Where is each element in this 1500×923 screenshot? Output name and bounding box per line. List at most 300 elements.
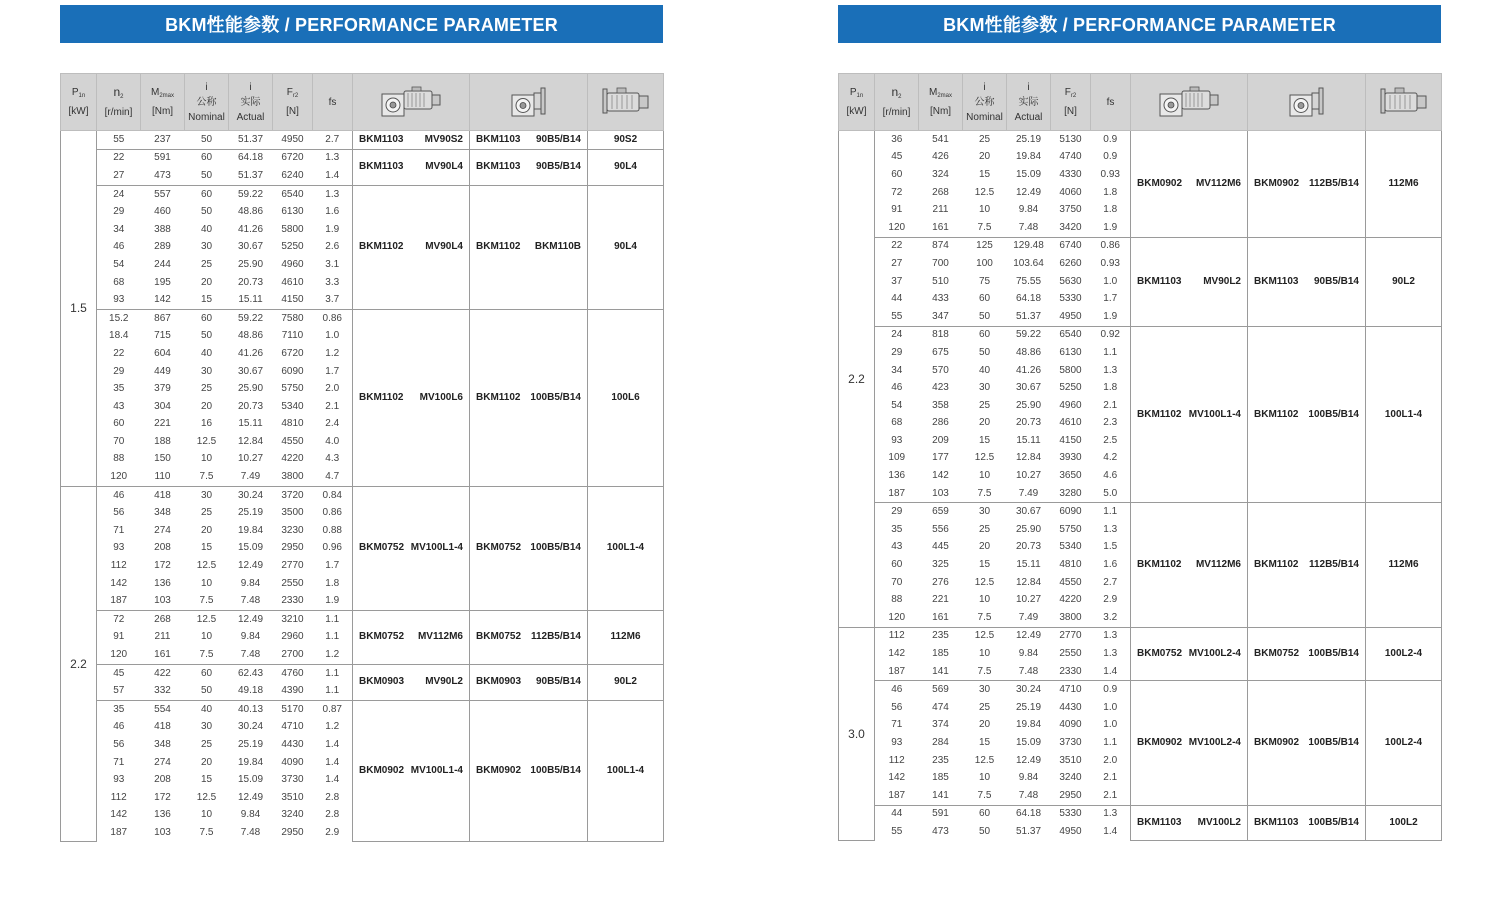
- speed-cell: 120: [888, 221, 906, 233]
- radial-force-cell: 3280: [1059, 487, 1082, 499]
- service-factor-cell: 0.86: [313, 309, 353, 327]
- speed-cell: 187: [110, 826, 128, 838]
- radial-force-cell: 3750: [1059, 204, 1082, 216]
- ratio-nominal-cell: 15: [978, 168, 991, 180]
- gearmotor-model-cell: [353, 185, 470, 309]
- service-factor-cell: 1.1: [313, 611, 353, 629]
- flange-code: 100B5/B14: [1308, 736, 1359, 748]
- radial-force-cell: 4390: [281, 685, 304, 697]
- speed-cell: 15.2: [97, 309, 141, 327]
- gearbox-code: BKM0902: [1254, 177, 1300, 189]
- service-factor-cell: 1.7: [313, 557, 353, 575]
- ratio-actual-cell: 20.73: [1015, 417, 1042, 429]
- speed-cell: 27: [891, 257, 903, 269]
- service-factor-cell: 2.8: [313, 789, 353, 807]
- gearbox-code: BKM0752: [359, 631, 405, 643]
- gearbox-code: BKM0752: [1137, 648, 1183, 660]
- ratio-actual-cell: 30.24: [1007, 681, 1051, 699]
- service-factor-cell: 1.4: [1091, 823, 1131, 841]
- gearmotor-code: MV100L1-4: [410, 765, 463, 777]
- ratio-nominal-cell: 20: [200, 756, 213, 768]
- radial-force-cell: 4060: [1059, 186, 1082, 198]
- speed-cell: 29: [113, 365, 125, 377]
- radial-force-cell: 2950: [281, 826, 304, 838]
- ratio-nominal-cell: 60: [963, 326, 1007, 344]
- torque-cell: 103: [154, 826, 171, 838]
- gearbox-code: BKM0752: [476, 542, 522, 554]
- gearmotor-code: MV100L2-4: [1188, 736, 1241, 748]
- service-factor-cell: 1.3: [313, 149, 353, 167]
- ratio-actual-cell: 59.22: [229, 185, 273, 203]
- service-factor-cell: 0.9: [1091, 131, 1131, 149]
- speed-cell: 56: [113, 507, 125, 519]
- gearbox-code: BKM0902: [1254, 736, 1300, 748]
- gearbox-code: BKM0752: [476, 631, 522, 643]
- speed-cell: 136: [888, 470, 906, 482]
- ratio-actual-cell: 51.37: [1015, 310, 1042, 322]
- ratio-nominal-cell: 7.5: [977, 487, 992, 499]
- radial-force-cell: 4090: [1059, 719, 1082, 731]
- gearbox-code: BKM0902: [476, 765, 522, 777]
- page-title-left: BKM性能参数 / PERFORMANCE PARAMETER: [165, 15, 558, 35]
- ratio-nominal-cell: 100: [976, 257, 993, 269]
- radial-force-cell: 4550: [281, 435, 304, 447]
- radial-force-cell: 2950: [1059, 789, 1082, 801]
- torque-cell: 110: [154, 471, 171, 483]
- ratio-nominal-cell: 10: [200, 453, 213, 465]
- speed-cell: 71: [113, 524, 125, 536]
- radial-force-cell: 6740: [1051, 237, 1091, 255]
- radial-force-cell: 4150: [1059, 434, 1082, 446]
- ratio-actual-cell: 7.48: [240, 595, 261, 607]
- motor-model-cell: 112M6: [1366, 503, 1442, 627]
- radial-force-cell: 2550: [281, 577, 304, 589]
- col-icon-header-2: [470, 74, 588, 131]
- torque-cell: 541: [919, 131, 963, 149]
- speed-cell: 34: [891, 364, 903, 376]
- ratio-actual-cell: 20.73: [1015, 541, 1042, 553]
- radial-force-cell: 2770: [1051, 627, 1091, 645]
- motor-model-cell: 90S2: [588, 131, 664, 150]
- service-factor-cell: 2.7: [313, 131, 353, 150]
- motor-model-cell: 90L2: [588, 664, 664, 700]
- gearbox-code: BKM1103: [1137, 275, 1182, 287]
- speed-cell: 22: [113, 347, 125, 359]
- ratio-actual-cell: 48.86: [237, 330, 264, 342]
- radial-force-cell: 2700: [281, 649, 304, 661]
- ratio-actual-cell: 12.49: [237, 560, 264, 572]
- ratio-nominal-cell: 50: [978, 825, 991, 837]
- ratio-nominal-cell: 12.5: [196, 560, 217, 572]
- service-factor-cell: 1.3: [1091, 627, 1131, 645]
- speed-cell: 46: [113, 721, 125, 733]
- radial-force-cell: 4150: [281, 294, 304, 306]
- table-row: [61, 611, 664, 629]
- ratio-actual-cell: 129.48: [1007, 237, 1051, 255]
- speed-cell: 112: [110, 560, 127, 572]
- service-factor-cell: 1.3: [1091, 362, 1131, 380]
- power-cell: 1.5: [61, 131, 97, 487]
- torque-cell: 449: [154, 365, 171, 377]
- ratio-nominal-cell: 10: [200, 809, 213, 821]
- col-service-factor-header: fs: [1091, 74, 1131, 131]
- torque-cell: 142: [932, 470, 949, 482]
- gearbox-flange-model-cell: [470, 611, 588, 665]
- service-factor-cell: 2.9: [313, 824, 353, 842]
- gearbox-flange-icon: [1287, 85, 1327, 119]
- ratio-nominal-cell: 10: [978, 470, 991, 482]
- ratio-nominal-cell: 7.5: [977, 611, 992, 623]
- radial-force-cell: 4950: [1059, 825, 1082, 837]
- motor-model-cell: 100L6: [588, 309, 664, 486]
- torque-cell: 675: [932, 346, 949, 358]
- ratio-actual-cell: 12.49: [1007, 627, 1051, 645]
- service-factor-cell: 2.1: [1091, 787, 1131, 805]
- ratio-actual-cell: 12.84: [1015, 452, 1042, 464]
- ratio-nominal-cell: 15: [978, 736, 991, 748]
- torque-cell: 141: [932, 665, 949, 677]
- speed-cell: 54: [891, 399, 903, 411]
- radial-force-cell: 6540: [273, 185, 313, 203]
- service-factor-cell: 1.2: [313, 719, 353, 737]
- radial-force-cell: 6130: [281, 206, 304, 218]
- gearmotor-code: MV100L2-4: [1188, 648, 1241, 660]
- speed-cell: 29: [875, 503, 919, 521]
- gearmotor-code: MV100L1-4: [410, 542, 463, 554]
- col-speed-header: $n_2$ [r/min]: [97, 74, 141, 131]
- ratio-actual-cell: 40.13: [229, 701, 273, 719]
- table-row: [839, 237, 1442, 255]
- service-factor-cell: 1.6: [313, 203, 353, 221]
- torque-cell: 304: [154, 400, 171, 412]
- ratio-actual-cell: 75.55: [1015, 275, 1042, 287]
- ratio-nominal-cell: 10: [200, 577, 213, 589]
- col-ratio-nominal-header: i 公称 Nominal: [963, 74, 1007, 131]
- radial-force-cell: 2950: [281, 542, 304, 554]
- radial-force-cell: 4710: [1051, 681, 1091, 699]
- ratio-nominal-cell: 7.5: [199, 471, 214, 483]
- ratio-nominal-cell: 15: [200, 294, 213, 306]
- ratio-nominal-cell: 25: [978, 701, 991, 713]
- radial-force-cell: 4220: [281, 453, 304, 465]
- radial-force-cell: 6090: [281, 365, 304, 377]
- radial-force-cell: 4220: [1059, 594, 1082, 606]
- torque-cell: 715: [154, 330, 171, 342]
- ratio-actual-cell: 12.84: [237, 435, 264, 447]
- torque-cell: 557: [141, 185, 185, 203]
- ratio-nominal-cell: 20: [978, 541, 991, 553]
- motor-model-cell: 100L1-4: [588, 701, 664, 842]
- ratio-nominal-cell: 50: [200, 169, 213, 181]
- torque-cell: 591: [141, 149, 185, 167]
- torque-cell: 185: [932, 648, 949, 660]
- gearbox-flange-model-cell: [470, 664, 588, 700]
- ratio-actual-cell: 9.84: [1018, 772, 1039, 784]
- service-factor-cell: 2.8: [313, 807, 353, 825]
- ratio-nominal-cell: 25: [200, 258, 213, 270]
- service-factor-cell: 1.7: [1091, 290, 1131, 308]
- ratio-actual-cell: 20.73: [237, 276, 264, 288]
- motor-model-cell: 100L1-4: [1366, 326, 1442, 503]
- table-row: [61, 309, 664, 327]
- speed-cell: 55: [891, 310, 903, 322]
- ratio-nominal-cell: 40: [200, 223, 213, 235]
- speed-cell: 88: [113, 453, 125, 465]
- gearmotor-model-cell: [1131, 681, 1248, 805]
- gearbox-flange-model-cell: [1248, 131, 1366, 238]
- service-factor-cell: 1.3: [1091, 521, 1131, 539]
- service-factor-cell: 4.6: [1091, 467, 1131, 485]
- gearmotor-code: MV100L6: [419, 391, 463, 403]
- flange-code: 100B5/B14: [530, 542, 581, 554]
- service-factor-cell: 0.92: [1091, 326, 1131, 344]
- service-factor-cell: 0.96: [313, 540, 353, 558]
- gearbox-flange-model-cell: [470, 486, 588, 610]
- ratio-actual-cell: 30.67: [1015, 382, 1042, 394]
- gearbox-code: BKM1102: [1254, 408, 1299, 420]
- gearmotor-code: MV112M6: [1195, 559, 1241, 571]
- ratio-actual-cell: 7.48: [240, 649, 261, 661]
- radial-force-cell: 4960: [1059, 399, 1082, 411]
- torque-cell: 347: [932, 310, 949, 322]
- radial-force-cell: 3230: [281, 524, 304, 536]
- service-factor-cell: 2.3: [1091, 415, 1131, 433]
- torque-cell: 208: [154, 542, 171, 554]
- speed-cell: 72: [891, 186, 903, 198]
- radial-force-cell: 5250: [281, 241, 304, 253]
- speed-cell: 120: [110, 471, 128, 483]
- speed-cell: 120: [110, 649, 128, 661]
- ratio-actual-cell: 25.19: [237, 738, 264, 750]
- speed-cell: 45: [97, 664, 141, 682]
- radial-force-cell: 4710: [281, 721, 304, 733]
- service-factor-cell: 1.1: [1091, 344, 1131, 362]
- service-factor-cell: 0.84: [313, 486, 353, 504]
- gearmotor-model-cell: [353, 486, 470, 610]
- torque-cell: 141: [932, 789, 949, 801]
- ratio-actual-cell: 49.18: [237, 685, 264, 697]
- col-icon-header-1: [1131, 74, 1248, 131]
- service-factor-cell: 1.3: [1091, 805, 1131, 823]
- table-row: [839, 503, 1442, 521]
- radial-force-cell: 4950: [273, 131, 313, 150]
- table-row: [839, 627, 1442, 645]
- col-ratio-actual-header: i 实际 Actual: [1007, 74, 1051, 131]
- gearbox-code: BKM1103: [359, 133, 404, 145]
- gearbox-code: BKM1102: [1137, 559, 1182, 571]
- motor-model-cell: 90L4: [588, 149, 664, 185]
- speed-cell: 88: [891, 594, 903, 606]
- gearbox-code: BKM0903: [476, 676, 522, 688]
- ratio-nominal-cell: 12.5: [196, 791, 217, 803]
- radial-force-cell: 6540: [1051, 326, 1091, 344]
- table-row: [61, 664, 664, 682]
- gearmotor-code: MV90L4: [425, 161, 463, 173]
- service-factor-cell: 3.1: [313, 256, 353, 274]
- col-ratio-nominal-header: i 公称 Nominal: [185, 74, 229, 131]
- service-factor-cell: 1.4: [313, 771, 353, 789]
- service-factor-cell: 4.3: [313, 451, 353, 469]
- speed-cell: 72: [97, 611, 141, 629]
- service-factor-cell: 1.2: [313, 646, 353, 664]
- gearmotor-model-cell: [353, 131, 470, 150]
- torque-cell: 177: [932, 452, 949, 464]
- radial-force-cell: 5250: [1059, 382, 1082, 394]
- flange-code: 100B5/B14: [1308, 816, 1359, 828]
- ratio-nominal-cell: 12.5: [974, 754, 995, 766]
- gearbox-code: BKM0902: [359, 765, 405, 777]
- torque-cell: 211: [154, 631, 171, 643]
- ratio-nominal-cell: 30: [963, 681, 1007, 699]
- service-factor-cell: 1.9: [1091, 219, 1131, 237]
- torque-cell: 136: [154, 577, 171, 589]
- ratio-actual-cell: 19.84: [1015, 719, 1042, 731]
- flange-code: 100B5/B14: [1308, 648, 1359, 660]
- torque-cell: 136: [154, 809, 171, 821]
- gearmotor-model-cell: [353, 309, 470, 486]
- service-factor-cell: 1.6: [1091, 556, 1131, 574]
- ratio-nominal-cell: 25: [200, 738, 213, 750]
- gearbox-flange-model-cell: [1248, 681, 1366, 805]
- ratio-actual-cell: 64.18: [1015, 293, 1042, 305]
- ratio-nominal-cell: 16: [200, 418, 213, 430]
- radial-force-cell: 2770: [281, 560, 304, 572]
- service-factor-cell: 4.7: [313, 468, 353, 486]
- ratio-actual-cell: 64.18: [229, 149, 273, 167]
- radial-force-cell: 4610: [1059, 417, 1082, 429]
- gearbox-code: BKM0752: [359, 542, 405, 554]
- service-factor-cell: 2.0: [313, 380, 353, 398]
- gearmotor-code: MV90S2: [424, 133, 463, 145]
- ratio-actual-cell: 12.84: [1015, 576, 1042, 588]
- ratio-nominal-cell: 15: [200, 542, 213, 554]
- motor-model-cell: 100L2-4: [1366, 627, 1442, 681]
- gearbox-flange-model-cell: [470, 701, 588, 842]
- speed-cell: 46: [97, 486, 141, 504]
- torque-cell: 274: [154, 524, 171, 536]
- speed-cell: 60: [113, 418, 125, 430]
- flange-code: 100B5/B14: [530, 391, 581, 403]
- ratio-actual-cell: 7.49: [240, 471, 261, 483]
- col-radial-force-header: $F_{r2}$ [N]: [273, 74, 313, 131]
- service-factor-cell: 1.7: [313, 363, 353, 381]
- radial-force-cell: 2960: [281, 631, 304, 643]
- ratio-nominal-cell: 30: [200, 721, 213, 733]
- gearmotor-model-cell: [1131, 326, 1248, 503]
- torque-cell: 700: [932, 257, 949, 269]
- service-factor-cell: 2.1: [1091, 397, 1131, 415]
- service-factor-cell: 2.7: [1091, 574, 1131, 592]
- ratio-nominal-cell: 50: [978, 310, 991, 322]
- motor-model-cell: 100L1-4: [588, 486, 664, 610]
- gearmotor-model-cell: [1131, 131, 1248, 238]
- torque-cell: 237: [141, 131, 185, 150]
- flange-code: BKM110B: [534, 241, 581, 253]
- ratio-actual-cell: 15.11: [1016, 559, 1041, 571]
- speed-cell: 142: [888, 648, 906, 660]
- flange-code: 112B5/B14: [1308, 177, 1359, 189]
- torque-cell: 510: [932, 275, 949, 287]
- gearmotor-code: MV112M6: [1195, 177, 1241, 189]
- col-ratio-actual-header: i 实际 Actual: [229, 74, 273, 131]
- torque-cell: 208: [154, 774, 171, 786]
- radial-force-cell: 5630: [1059, 275, 1082, 287]
- table-row: [839, 131, 1442, 149]
- radial-force-cell: 7110: [281, 330, 304, 342]
- ratio-actual-cell: 15.11: [238, 294, 263, 306]
- col-service-factor-header: fs: [313, 74, 353, 131]
- table-row: [61, 486, 664, 504]
- radial-force-cell: 4610: [281, 276, 304, 288]
- gearbox-flange-model-cell: [1248, 237, 1366, 326]
- radial-force-cell: 2330: [281, 595, 304, 607]
- ratio-nominal-cell: 60: [185, 185, 229, 203]
- ratio-nominal-cell: 12.5: [963, 627, 1007, 645]
- torque-cell: 423: [932, 382, 949, 394]
- torque-cell: 235: [919, 627, 963, 645]
- service-factor-cell: 1.0: [1091, 273, 1131, 291]
- table-row: [839, 681, 1442, 699]
- col-power-header: $P_{1n}$ [kW]: [839, 74, 875, 131]
- gearmotor-icon: [380, 85, 442, 119]
- gearmotor-model-cell: [353, 611, 470, 665]
- speed-cell: 112: [888, 754, 905, 766]
- speed-cell: 57: [113, 685, 125, 697]
- torque-cell: 161: [154, 649, 171, 661]
- speed-cell: 35: [891, 523, 903, 535]
- torque-cell: 388: [154, 223, 171, 235]
- speed-cell: 18.4: [109, 330, 129, 342]
- gearbox-flange-model-cell: [1248, 503, 1366, 627]
- ratio-actual-cell: 30.67: [1007, 503, 1051, 521]
- torque-cell: 418: [154, 721, 171, 733]
- motor-model-cell: 100L2-4: [1366, 681, 1442, 805]
- torque-cell: 324: [932, 168, 949, 180]
- ratio-nominal-cell: 50: [978, 346, 991, 358]
- speed-cell: 142: [888, 772, 906, 784]
- gearmotor-model-cell: [353, 701, 470, 842]
- motor-icon: [1380, 85, 1428, 119]
- service-factor-cell: 0.93: [1091, 166, 1131, 184]
- radial-force-cell: 4330: [1059, 168, 1082, 180]
- radial-force-cell: 3240: [1059, 772, 1082, 784]
- gearmotor-model-cell: [1131, 503, 1248, 627]
- col-speed-header: $n_2$ [r/min]: [875, 74, 919, 131]
- service-factor-cell: 1.1: [313, 629, 353, 647]
- ratio-actual-cell: 48.86: [1015, 346, 1042, 358]
- speed-cell: 27: [113, 169, 125, 181]
- ratio-nominal-cell: 25: [978, 399, 991, 411]
- ratio-actual-cell: 19.84: [1015, 151, 1042, 163]
- torque-cell: 268: [141, 611, 185, 629]
- radial-force-cell: 4430: [281, 738, 304, 750]
- gearbox-code: BKM1103: [476, 133, 521, 145]
- ratio-nominal-cell: 20: [978, 151, 991, 163]
- service-factor-cell: 1.0: [1091, 717, 1131, 735]
- radial-force-cell: 3510: [281, 791, 304, 803]
- gearbox-flange-model-cell: [470, 309, 588, 486]
- torque-cell: 554: [141, 701, 185, 719]
- ratio-nominal-cell: 10: [200, 631, 213, 643]
- ratio-nominal-cell: 15: [978, 434, 991, 446]
- speed-cell: 120: [888, 611, 906, 623]
- ratio-nominal-cell: 60: [963, 805, 1007, 823]
- motor-model-cell: 90L4: [588, 185, 664, 309]
- gearmotor-model-cell: [1131, 627, 1248, 681]
- col-icon-header-2: [1248, 74, 1366, 131]
- speed-cell: 68: [891, 417, 903, 429]
- table-row: [61, 131, 664, 150]
